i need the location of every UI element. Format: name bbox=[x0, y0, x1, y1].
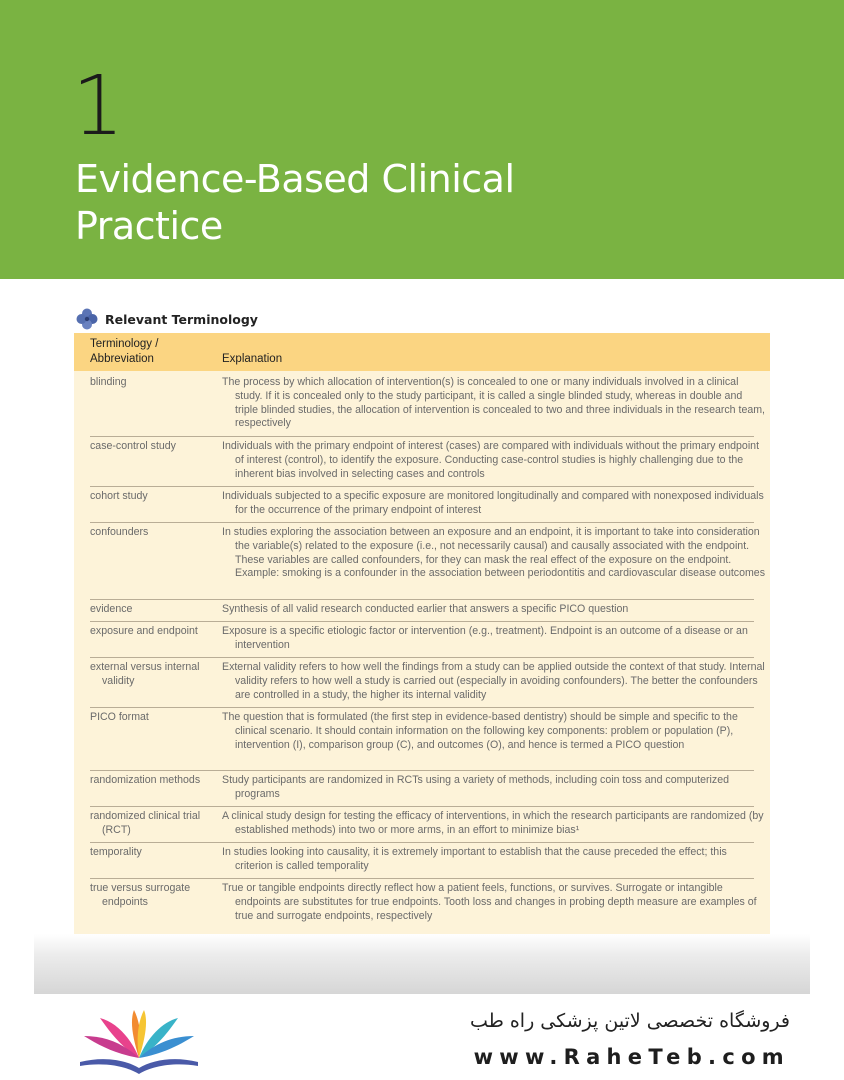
term-cell: evidence bbox=[90, 603, 133, 615]
explanation-cell: The process by which allocation of intervention(s) is concealed to one or many individuals involved in a clinical study. If it is concealed only to the study participant, it is called a single blinded study, whereas in double and triple blinded studies, the allocation of intervention is concealed to two and three individuals in the research team, respectively bbox=[222, 376, 766, 430]
term-cell: blinding bbox=[90, 376, 127, 388]
terminology-table bbox=[74, 333, 770, 938]
chapter-header bbox=[0, 0, 844, 279]
explanation-cell: True or tangible endpoints directly reflect how a patient feels, functions, or survives. Surrogate or intangible endpoints are substitutes for true endpoints. Tooth loss and changes in probing depth measure are examples of true and surrogate endpoints, respectively bbox=[222, 882, 757, 922]
term-cell: confounders bbox=[90, 526, 149, 538]
explanation-cell: Individuals subjected to a specific exposure are monitored longitudinally and compared with nonexposed individuals for the occurrence of the primary endpoint of interest bbox=[222, 490, 764, 516]
section-heading bbox=[76, 308, 258, 330]
flower-icon bbox=[76, 308, 98, 330]
explanation-cell: Individuals with the primary endpoint of interest (cases) are compared with individuals without the primary endpoint of interest (control), to identify the exposure. Conducting case-control studies is highly challenging due to the inherent bias involved in selecting cases and controls bbox=[222, 440, 760, 480]
explanation-cell: External validity refers to how well the findings from a study can be applied outside the context of that study. Internal validity refers to how well a study is carried out (especially in avoiding confounders). The better the confounders are controlled in a study, the higher its internal validity bbox=[222, 661, 765, 701]
row-divider bbox=[90, 842, 754, 843]
row-divider bbox=[90, 707, 754, 708]
chapter-title: Evidence-Based Clinical Practice bbox=[75, 157, 515, 248]
term-cell: PICO format bbox=[90, 711, 149, 723]
explanation-cell: Study participants are randomized in RCTs using a variety of methods, including coin toss and computerized programs bbox=[222, 774, 729, 800]
header-terminology: Terminology / Abbreviation bbox=[90, 338, 159, 365]
explanation-cell: A clinical study design for testing the efficacy of interventions, in which the research participants are randomized (by established methods) into two or more arms, in an effort to minimize bias¹ bbox=[222, 810, 764, 836]
row-divider bbox=[90, 770, 754, 771]
row-divider bbox=[90, 599, 754, 600]
term-cell: randomized clinical trial (RCT) bbox=[90, 810, 201, 836]
table-header bbox=[74, 333, 770, 371]
term-cell: temporality bbox=[90, 846, 142, 858]
explanation-cell: In studies looking into causality, it is extremely important to establish that the cause preceded the effect; this criterion is called temporality bbox=[222, 846, 727, 872]
term-cell: exposure and endpoint bbox=[90, 625, 198, 637]
explanation-cell: The question that is formulated (the first step in evidence-based dentistry) should be simple and specific to the clinical scenario. It should contain information on the following key components: problem or population (P), intervention (I), comparison group (C), and outcomes (O), and hence is termed a PICO question bbox=[222, 711, 738, 751]
row-divider bbox=[90, 657, 754, 658]
row-divider bbox=[90, 522, 754, 523]
term-cell: external versus internal validity bbox=[90, 661, 200, 687]
page-shadow bbox=[34, 934, 810, 994]
term-cell: randomization methods bbox=[90, 774, 201, 786]
term-cell: cohort study bbox=[90, 490, 148, 502]
store-url[interactable]: www.RaheTeb.com bbox=[473, 1045, 790, 1069]
explanation-cell: In studies exploring the association between an exposure and an endpoint, it is important to take into consideration the variable(s) related to the exposure (i.e., not necessarily causal) and causally associated with the endpoint. These variables are called confounders, for they can mask the real effect of the exposure on the endpoint. Example: smoking is a confounder in the association between periodontitis and cardiovascular disease outcomes bbox=[222, 526, 765, 580]
section-title: Relevant Terminology bbox=[105, 311, 258, 327]
row-divider bbox=[90, 436, 754, 437]
open-book-logo bbox=[76, 1008, 202, 1078]
term-cell: case-control study bbox=[90, 440, 176, 452]
term-cell: true versus surrogate endpoints bbox=[90, 882, 191, 908]
row-divider bbox=[90, 878, 754, 879]
explanation-cell: Synthesis of all valid research conducted earlier that answers a specific PICO question bbox=[222, 603, 629, 615]
chapter-number: 1 bbox=[72, 59, 125, 154]
header-explanation: Explanation bbox=[222, 353, 283, 365]
row-divider bbox=[90, 621, 754, 622]
explanation-cell: Exposure is a specific etiologic factor or intervention (e.g., treatment). Endpoint is an outcome of a disease or an intervention bbox=[222, 625, 748, 651]
row-divider bbox=[90, 486, 754, 487]
store-name-persian: فروشگاه تخصصی لاتین پزشکی راه طب bbox=[470, 1010, 790, 1032]
row-divider bbox=[90, 806, 754, 807]
